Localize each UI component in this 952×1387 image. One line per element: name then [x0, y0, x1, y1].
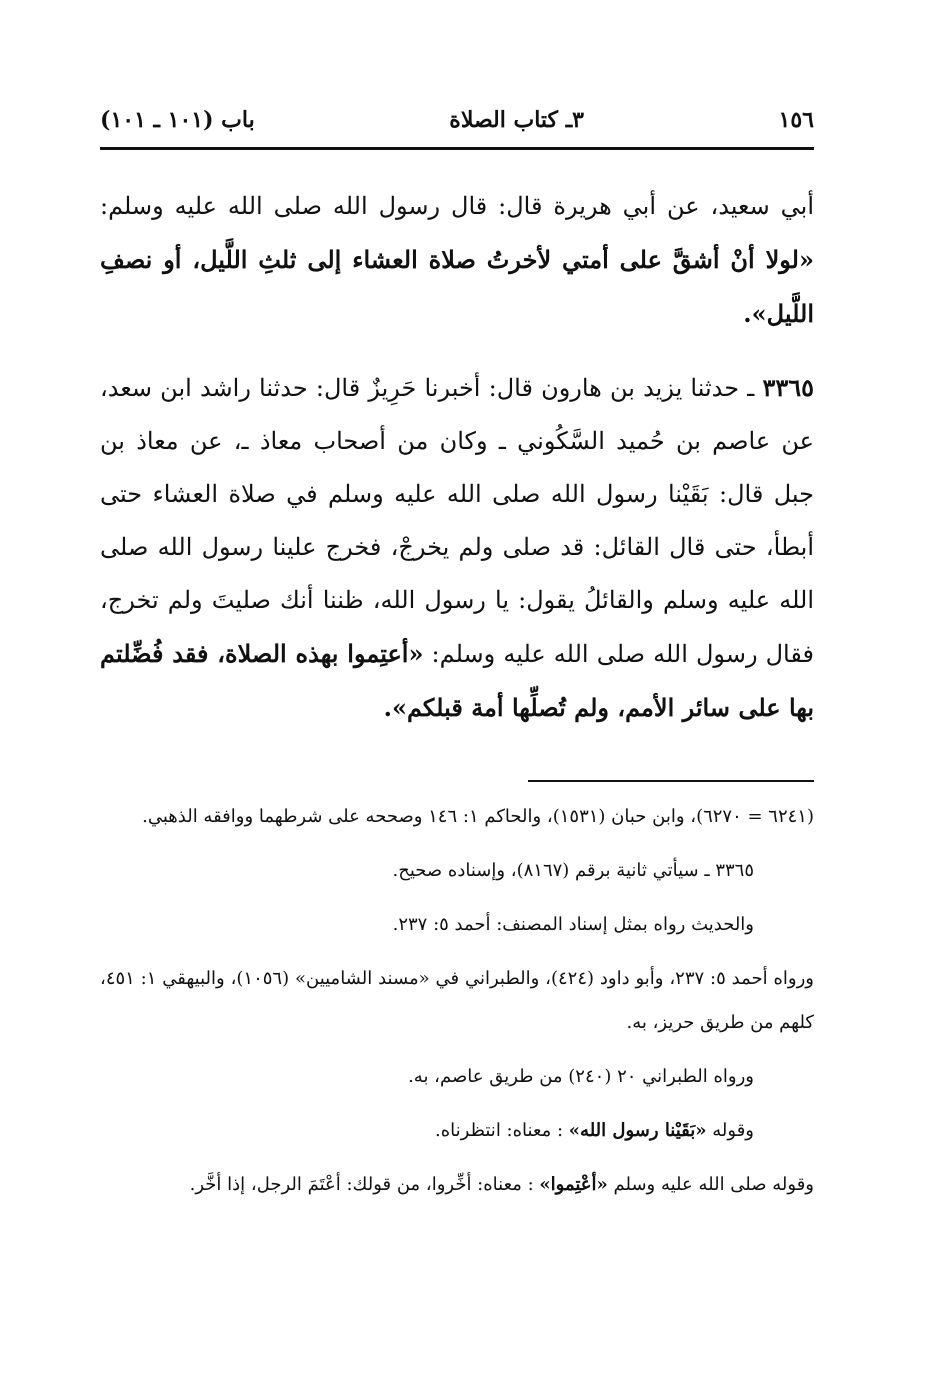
footnote-3: والحديث رواه بمثل إسناد المصنف: أحمد ٥: ٢٣٧.	[392, 914, 754, 935]
header-divider	[100, 147, 814, 150]
hadith-number: ٣٣٦٥	[762, 373, 814, 402]
paragraph-2	[100, 361, 814, 735]
footnote-7-prefix: وقوله صلى الله عليه وسلم	[607, 1174, 814, 1195]
footnote-6-prefix: وقوله	[706, 1120, 754, 1141]
footnote-5: ورواه الطبراني ٢٠ (٢٤٠) من طريق عاصم، به.	[408, 1066, 754, 1087]
footnote-7-suffix: : معناه: أخِّروا، من قولك: أعْتَمَ الرجل، إذا أخَّر.	[189, 1174, 540, 1195]
book-page	[100, 0, 814, 1387]
footnotes	[100, 795, 814, 1217]
footnote-2: ٣٣٦٥ ـ سيأتي ثانية برقم (٨١٦٧)، وإسناده صحيح.	[392, 860, 754, 881]
footnote-6-term: «بَقَيْنا رسول الله»	[568, 1120, 707, 1141]
paragraph-2-hadith: «أعتِموا بهذه الصلاة، فقد فُضِّلتم بها على سائر الأمم، ولم تُصلِّها أمة قبلكم».	[100, 639, 814, 722]
main-text	[100, 180, 814, 735]
paragraph-2-text: ـ حدثنا يزيد بن هارون قال: أخبرنا حَرِيزٌ قال: حدثنا راشد ابن سعد، عن عاصم بن حُميد السَّكُوني ـ وكان من أصحاب معاذ ـ، عن معاذ بن جبل قال: بَقَيْنا رسول الله صلى الله عليه وسلم في صلاة العشاء حتى أبطأ، حتى قال القائل: قد صلى ولم يخرجْ، فخرج علينا رسول الله صلى الله عليه وسلم والقائلُ يقول: يا رسول الله، ظننا أنك صليتَ ولم تخرج، فقال رسول الله صلى الله عليه وسلم:	[100, 374, 814, 668]
paragraph-1-hadith: «لولا أنْ أشقَّ على أمتي لأخرتُ صلاة العشاء إلى ثلثِ اللَّيل، أو نصفِ اللَّيل».	[100, 245, 814, 328]
footnote-divider	[528, 780, 814, 782]
footnote-7	[100, 1163, 814, 1207]
page-number: ١٥٦	[778, 107, 814, 133]
chapter-title: باب (١٠١ ـ ١٠١)	[100, 107, 255, 133]
paragraph-1-text: أبي سعيد، عن أبي هريرة قال: قال رسول الله صلى الله عليه وسلم:	[100, 192, 814, 220]
footnote-6	[100, 1109, 814, 1153]
footnote-1: (٦٢٤١ = ٦٢٧٠)، وابن حبان (١٥٣١)، والحاكم ١: ١٤٦ وصححه على شرطهما ووافقه الذهبي.	[142, 806, 814, 827]
paragraph-1	[100, 180, 814, 341]
page-header	[100, 100, 814, 140]
footnote-6-suffix: : معناه: انتظرناه.	[435, 1120, 569, 1141]
book-title: ٣ـ كتاب الصلاة	[449, 107, 584, 133]
footnote-7-term: «أعْتِموا»	[539, 1174, 608, 1195]
footnote-4: ورواه أحمد ٥: ٢٣٧، وأبو داود (٤٢٤)، والطبراني في «مسند الشاميين» (١٠٥٦)، والبيهقي ١: ٤٥١، كلهم من طريق حريز، به.	[100, 968, 814, 1033]
